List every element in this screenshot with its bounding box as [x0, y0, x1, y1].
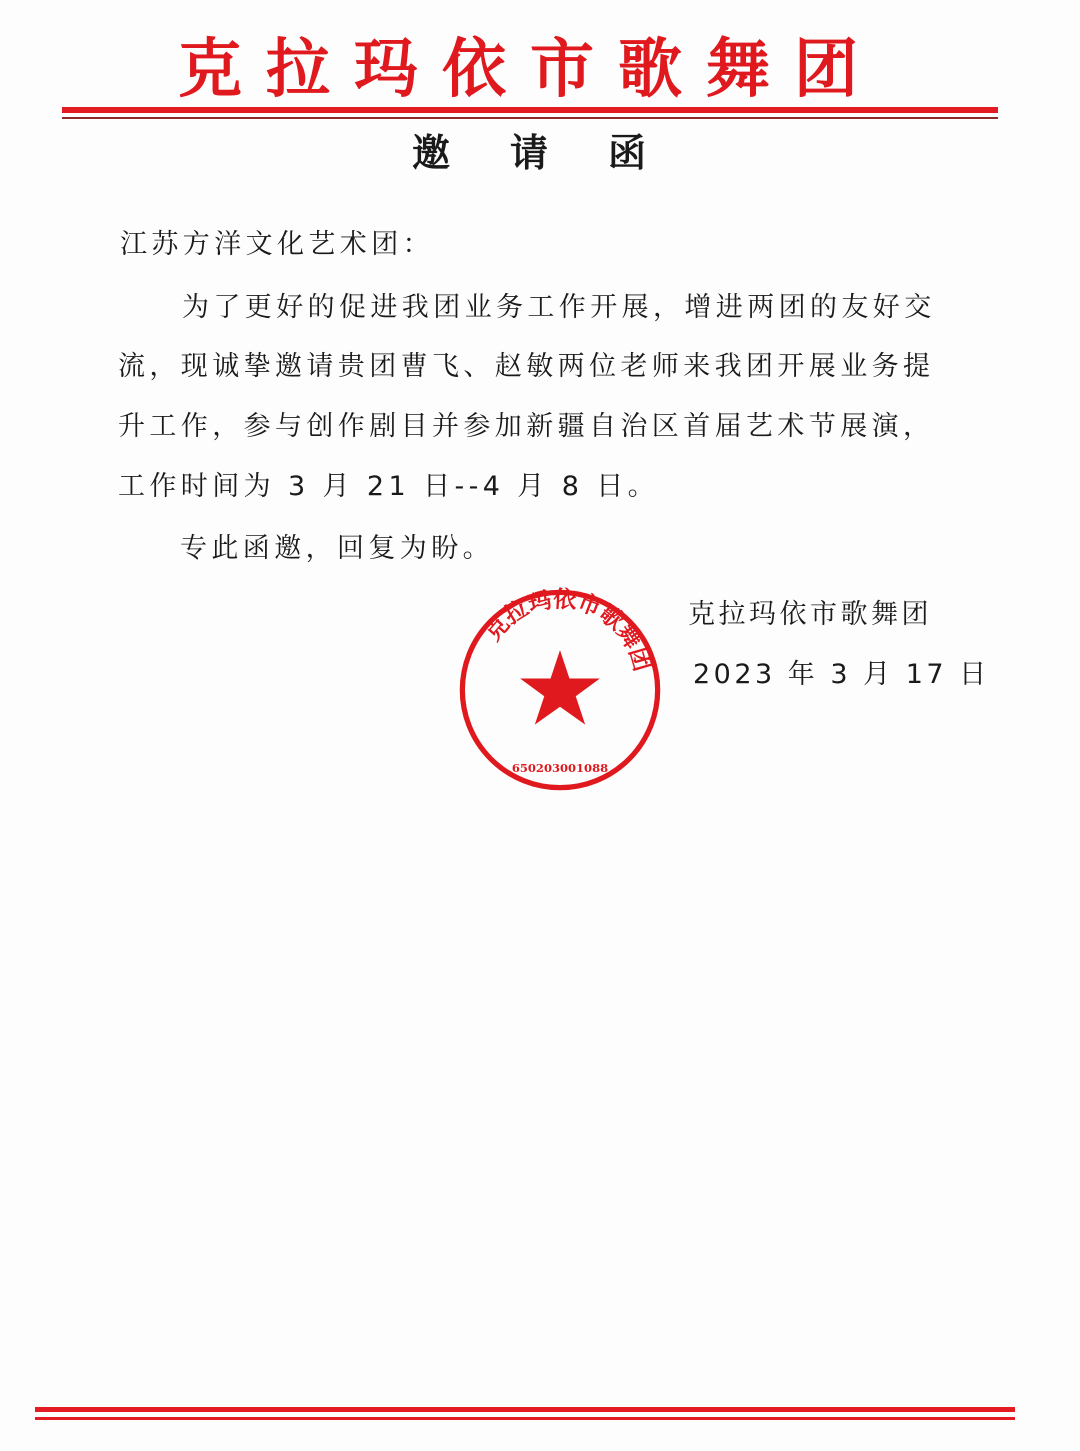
seal-code: 650203001088 — [511, 760, 609, 775]
salutation: 江苏方洋文化艺术团： — [120, 229, 434, 260]
signature-organization: 克拉玛依市歌舞团 — [688, 599, 932, 630]
body-line: 为了更好的促进我团业务工作开展，增进两团的友好交 — [182, 292, 936, 323]
star-icon — [520, 650, 600, 725]
document-title: 邀请函 — [412, 130, 707, 175]
seal-text: 克拉玛依市歌舞团 — [479, 585, 656, 675]
header-rule-thin — [62, 117, 998, 119]
footer-rule-thin — [35, 1417, 1015, 1420]
footer-rule-thick — [35, 1407, 1015, 1412]
body-line: 升工作，参与创作剧目并参加新疆自治区首届艺术节展演， — [118, 411, 935, 442]
closing: 专此函邀，回复为盼。 — [180, 533, 494, 564]
header-rule-thick — [62, 107, 998, 113]
body-line: 流，现诚挚邀请贵团曹飞、赵敏两位老师来我团开展业务提 — [118, 351, 935, 382]
body-line: 工作时间为 3 月 21 日--4 月 8 日。 — [118, 471, 660, 502]
letterhead-title: 克拉玛依市歌舞团 — [178, 32, 882, 107]
official-seal — [455, 585, 665, 795]
signature-date: 2023 年 3 月 17 日 — [693, 659, 990, 690]
